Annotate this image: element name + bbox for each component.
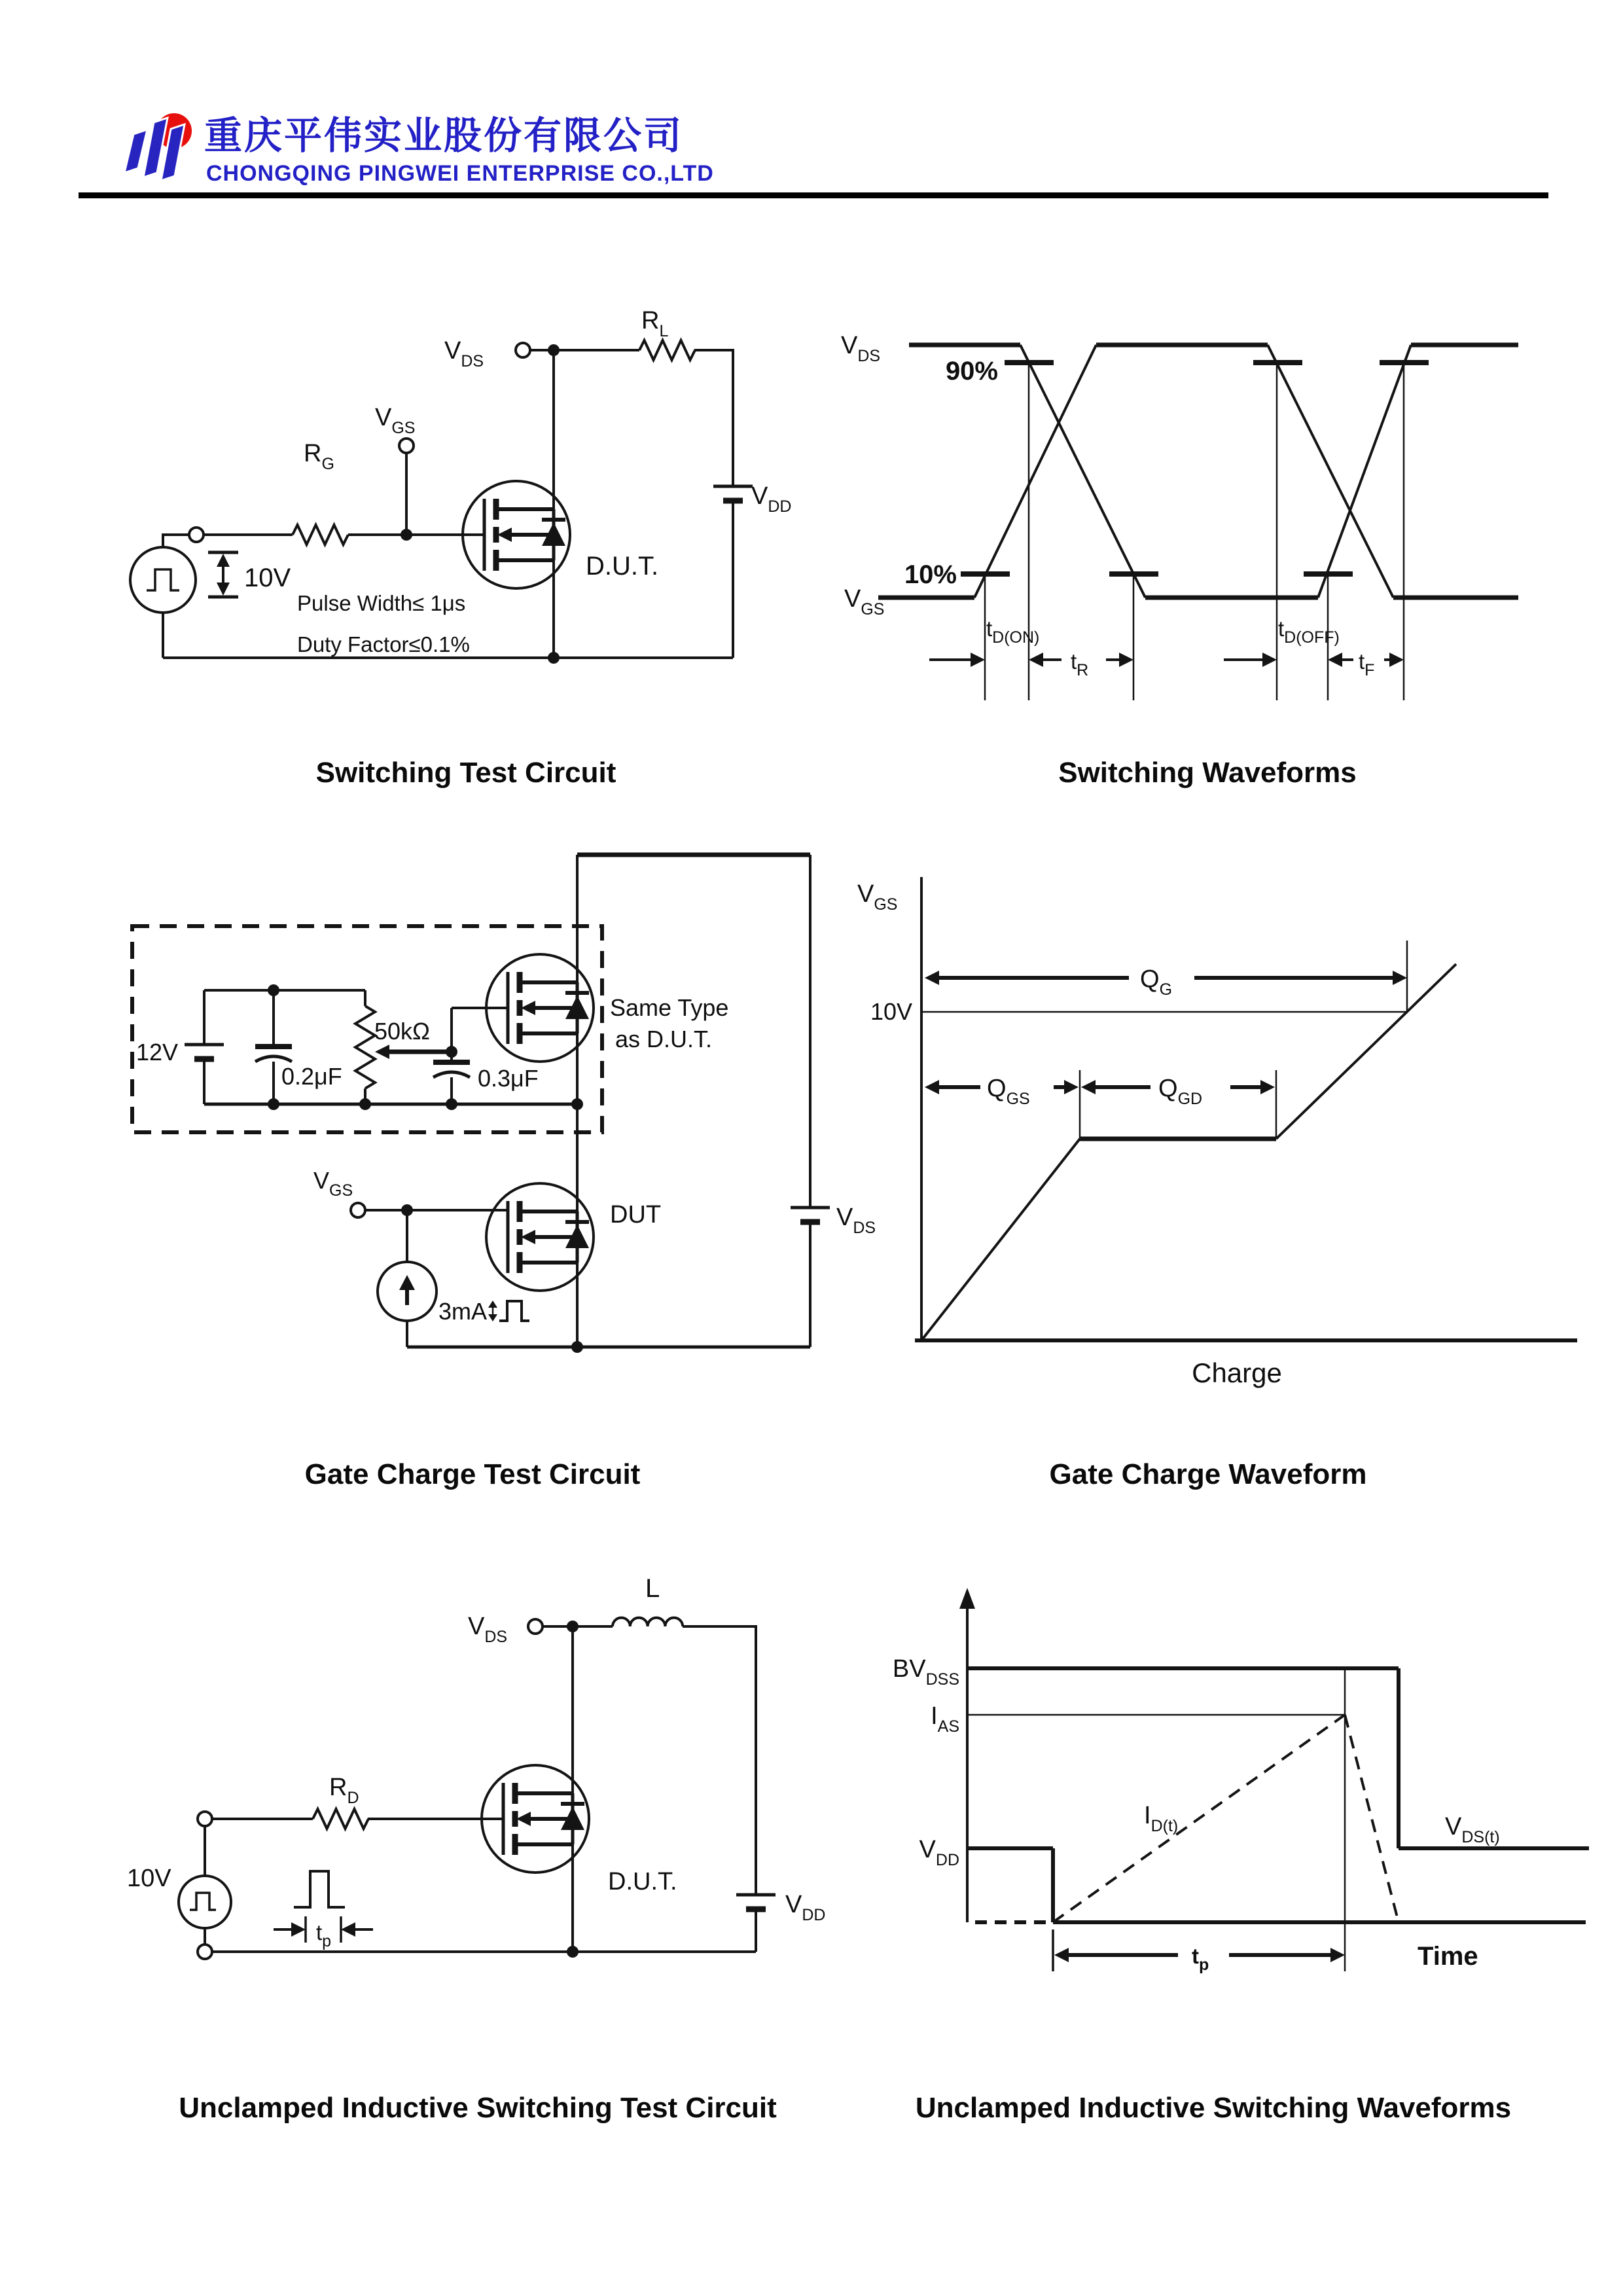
- vgs-terminal: [351, 1203, 365, 1217]
- qgd-label: $Q_{GD}$: [1158, 1075, 1203, 1108]
- dut-label: D.U.T.: [586, 552, 659, 581]
- qg-label: $Q_G$: [1140, 965, 1173, 999]
- vgs-terminal: [399, 439, 414, 453]
- current-pulse-glyph: [488, 1300, 529, 1321]
- node-dot: [548, 344, 560, 356]
- vds-label: $V_{DS}$: [836, 1204, 876, 1237]
- pulse-source-symbol: [130, 547, 196, 613]
- pulse-10v-label: 10V: [244, 564, 291, 592]
- same-type-label-2: as D.U.T.: [615, 1026, 713, 1052]
- tp-label: $t_p$: [316, 1920, 332, 1950]
- pot-label: 50kΩ: [374, 1018, 430, 1045]
- company-logo-icon: [118, 105, 206, 193]
- mosfet-dut-symbol: [486, 1183, 594, 1291]
- vgs-label: $V_{GS}$: [375, 404, 416, 437]
- node-dot: [446, 1098, 457, 1110]
- pulse-width-note: Pulse Width≤ 1μs: [297, 591, 466, 615]
- 3ma-label: 3mA: [438, 1298, 488, 1325]
- td-off-label: $t_{D(OFF)}$: [1278, 617, 1340, 647]
- node-dot: [571, 1098, 583, 1110]
- 12v-label: 12V: [136, 1039, 179, 1066]
- caption-gate-charge-test-circuit: Gate Charge Test Circuit: [304, 1458, 641, 1490]
- switching-test-circuit-figure: [118, 268, 825, 677]
- vdd-label: $V_{DD}$: [751, 482, 792, 516]
- 10pct-label: 10%: [904, 560, 957, 589]
- battery-vdd-symbol: [713, 486, 753, 501]
- 10v-label: 10V: [870, 998, 912, 1025]
- qgs-label: $Q_{GS}$: [987, 1075, 1030, 1108]
- rl-label: $R_L$: [641, 307, 669, 340]
- inductor-l: [613, 1618, 683, 1626]
- vdst-label: $V_{DS(t)}$: [1445, 1813, 1500, 1846]
- battery-vds-symbol: [791, 1208, 830, 1222]
- node-dot: [359, 1098, 371, 1110]
- vds-trace: [909, 345, 1518, 598]
- caption-switching-test-circuit: Switching Test Circuit: [315, 757, 616, 789]
- same-type-label-1: Same Type: [610, 994, 729, 1021]
- tr-label: $t_R$: [1071, 649, 1089, 679]
- vgs-curve: [921, 964, 1456, 1340]
- node-dot: [548, 652, 560, 664]
- caption-switching-waveforms: Switching Waveforms: [1058, 757, 1357, 789]
- uis-test-circuit-figure: [118, 1564, 929, 1990]
- 90pct-label: 90%: [945, 357, 998, 386]
- node-dot: [401, 529, 412, 541]
- timing-arrows: [929, 653, 1404, 667]
- wiper-arrow: [375, 1045, 389, 1059]
- node-dot: [446, 1046, 457, 1058]
- gate-charge-test-circuit-figure: [118, 851, 910, 1384]
- id-label: $I_{D(t)}$: [1144, 1802, 1179, 1835]
- circuit-wires: [205, 1618, 756, 1952]
- time-axis-label: Time: [1418, 1942, 1478, 1971]
- company-name-en: CHONGQING PINGWEI ENTERPRISE CO.,LTD: [206, 161, 714, 186]
- vgs-axis-label: $V_{GS}$: [857, 880, 898, 914]
- battery-vdd-symbol: [736, 1895, 776, 1909]
- ias-label: $I_{AS}$: [931, 1702, 959, 1736]
- caption-uis-waveforms: Unclamped Inductive Switching Waveforms: [915, 2092, 1512, 2124]
- dut-label: D.U.T.: [608, 1868, 677, 1895]
- battery-12v-symbol: [185, 1045, 224, 1059]
- resistor-rd: [313, 1809, 368, 1829]
- c2-label: 0.3μF: [478, 1065, 539, 1092]
- charge-axis-label: Charge: [1192, 1357, 1282, 1388]
- rd-label: $R_D$: [329, 1774, 359, 1807]
- caption-gate-charge-waveform: Gate Charge Waveform: [1049, 1458, 1367, 1490]
- l-label: L: [645, 1574, 660, 1603]
- c1-label: 0.2μF: [281, 1063, 342, 1090]
- ground-terminal: [198, 1945, 212, 1959]
- duty-factor-note: Duty Factor≤0.1%: [297, 632, 470, 656]
- rg-label: $R_G$: [304, 440, 334, 473]
- gate-terminal: [198, 1812, 212, 1826]
- vds-label: $V_{DS}$: [468, 1613, 508, 1646]
- switching-waveforms-figure: [831, 288, 1525, 710]
- tf-label: $t_F$: [1359, 649, 1375, 679]
- id-dashed-trace: [1053, 1715, 1399, 1922]
- circuit-wires: [204, 855, 810, 1347]
- charge-markers: [1080, 941, 1407, 1139]
- node-dot: [567, 1946, 579, 1958]
- vds-terminal: [516, 343, 530, 357]
- bvdss-label: $BV_{DSS}$: [892, 1655, 959, 1689]
- node-dot: [268, 984, 279, 996]
- input-terminal: [189, 528, 204, 542]
- node-dot: [401, 1204, 413, 1216]
- uis-waveforms-figure: [838, 1564, 1610, 2029]
- header-divider: [79, 192, 1548, 198]
- 10v-amplitude-arrow: [208, 552, 238, 597]
- gate-charge-waveform-figure: [838, 851, 1590, 1427]
- resistor-rg: [293, 525, 348, 545]
- vds-terminal: [528, 1619, 543, 1634]
- resistor-rl: [639, 340, 695, 360]
- node-dot: [268, 1098, 279, 1110]
- caption-uis-test-circuit: Unclamped Inductive Switching Test Circuit: [179, 2092, 777, 2124]
- dut-label: DUT: [610, 1201, 662, 1229]
- company-name-cn: 重庆平伟实业股份有限公司: [204, 115, 684, 157]
- time-markers: [985, 363, 1404, 700]
- tp-label: $t_p$: [1192, 1944, 1209, 1974]
- vdd-label: $V_{DD}$: [785, 1891, 826, 1924]
- vds-trace: [967, 1668, 1589, 1922]
- node-dot: [571, 1341, 583, 1353]
- potentiometer-50k: [355, 1006, 375, 1088]
- level-ticks: [961, 363, 1429, 574]
- vgs-label: $V_{GS}$: [313, 1167, 353, 1200]
- pulse-source-symbol: [179, 1876, 231, 1928]
- node-dot: [567, 1621, 579, 1632]
- 10v-label: 10V: [127, 1865, 171, 1892]
- vdd-label: $V_{DD}$: [919, 1836, 959, 1869]
- current-source-symbol: [378, 1262, 437, 1321]
- vds-label: $V_{DS}$: [444, 337, 484, 370]
- td-on-label: $t_{D(ON)}$: [986, 617, 1040, 647]
- vds-label: $V_{DS}$: [841, 332, 881, 365]
- vgs-label: $V_{GS}$: [844, 585, 885, 619]
